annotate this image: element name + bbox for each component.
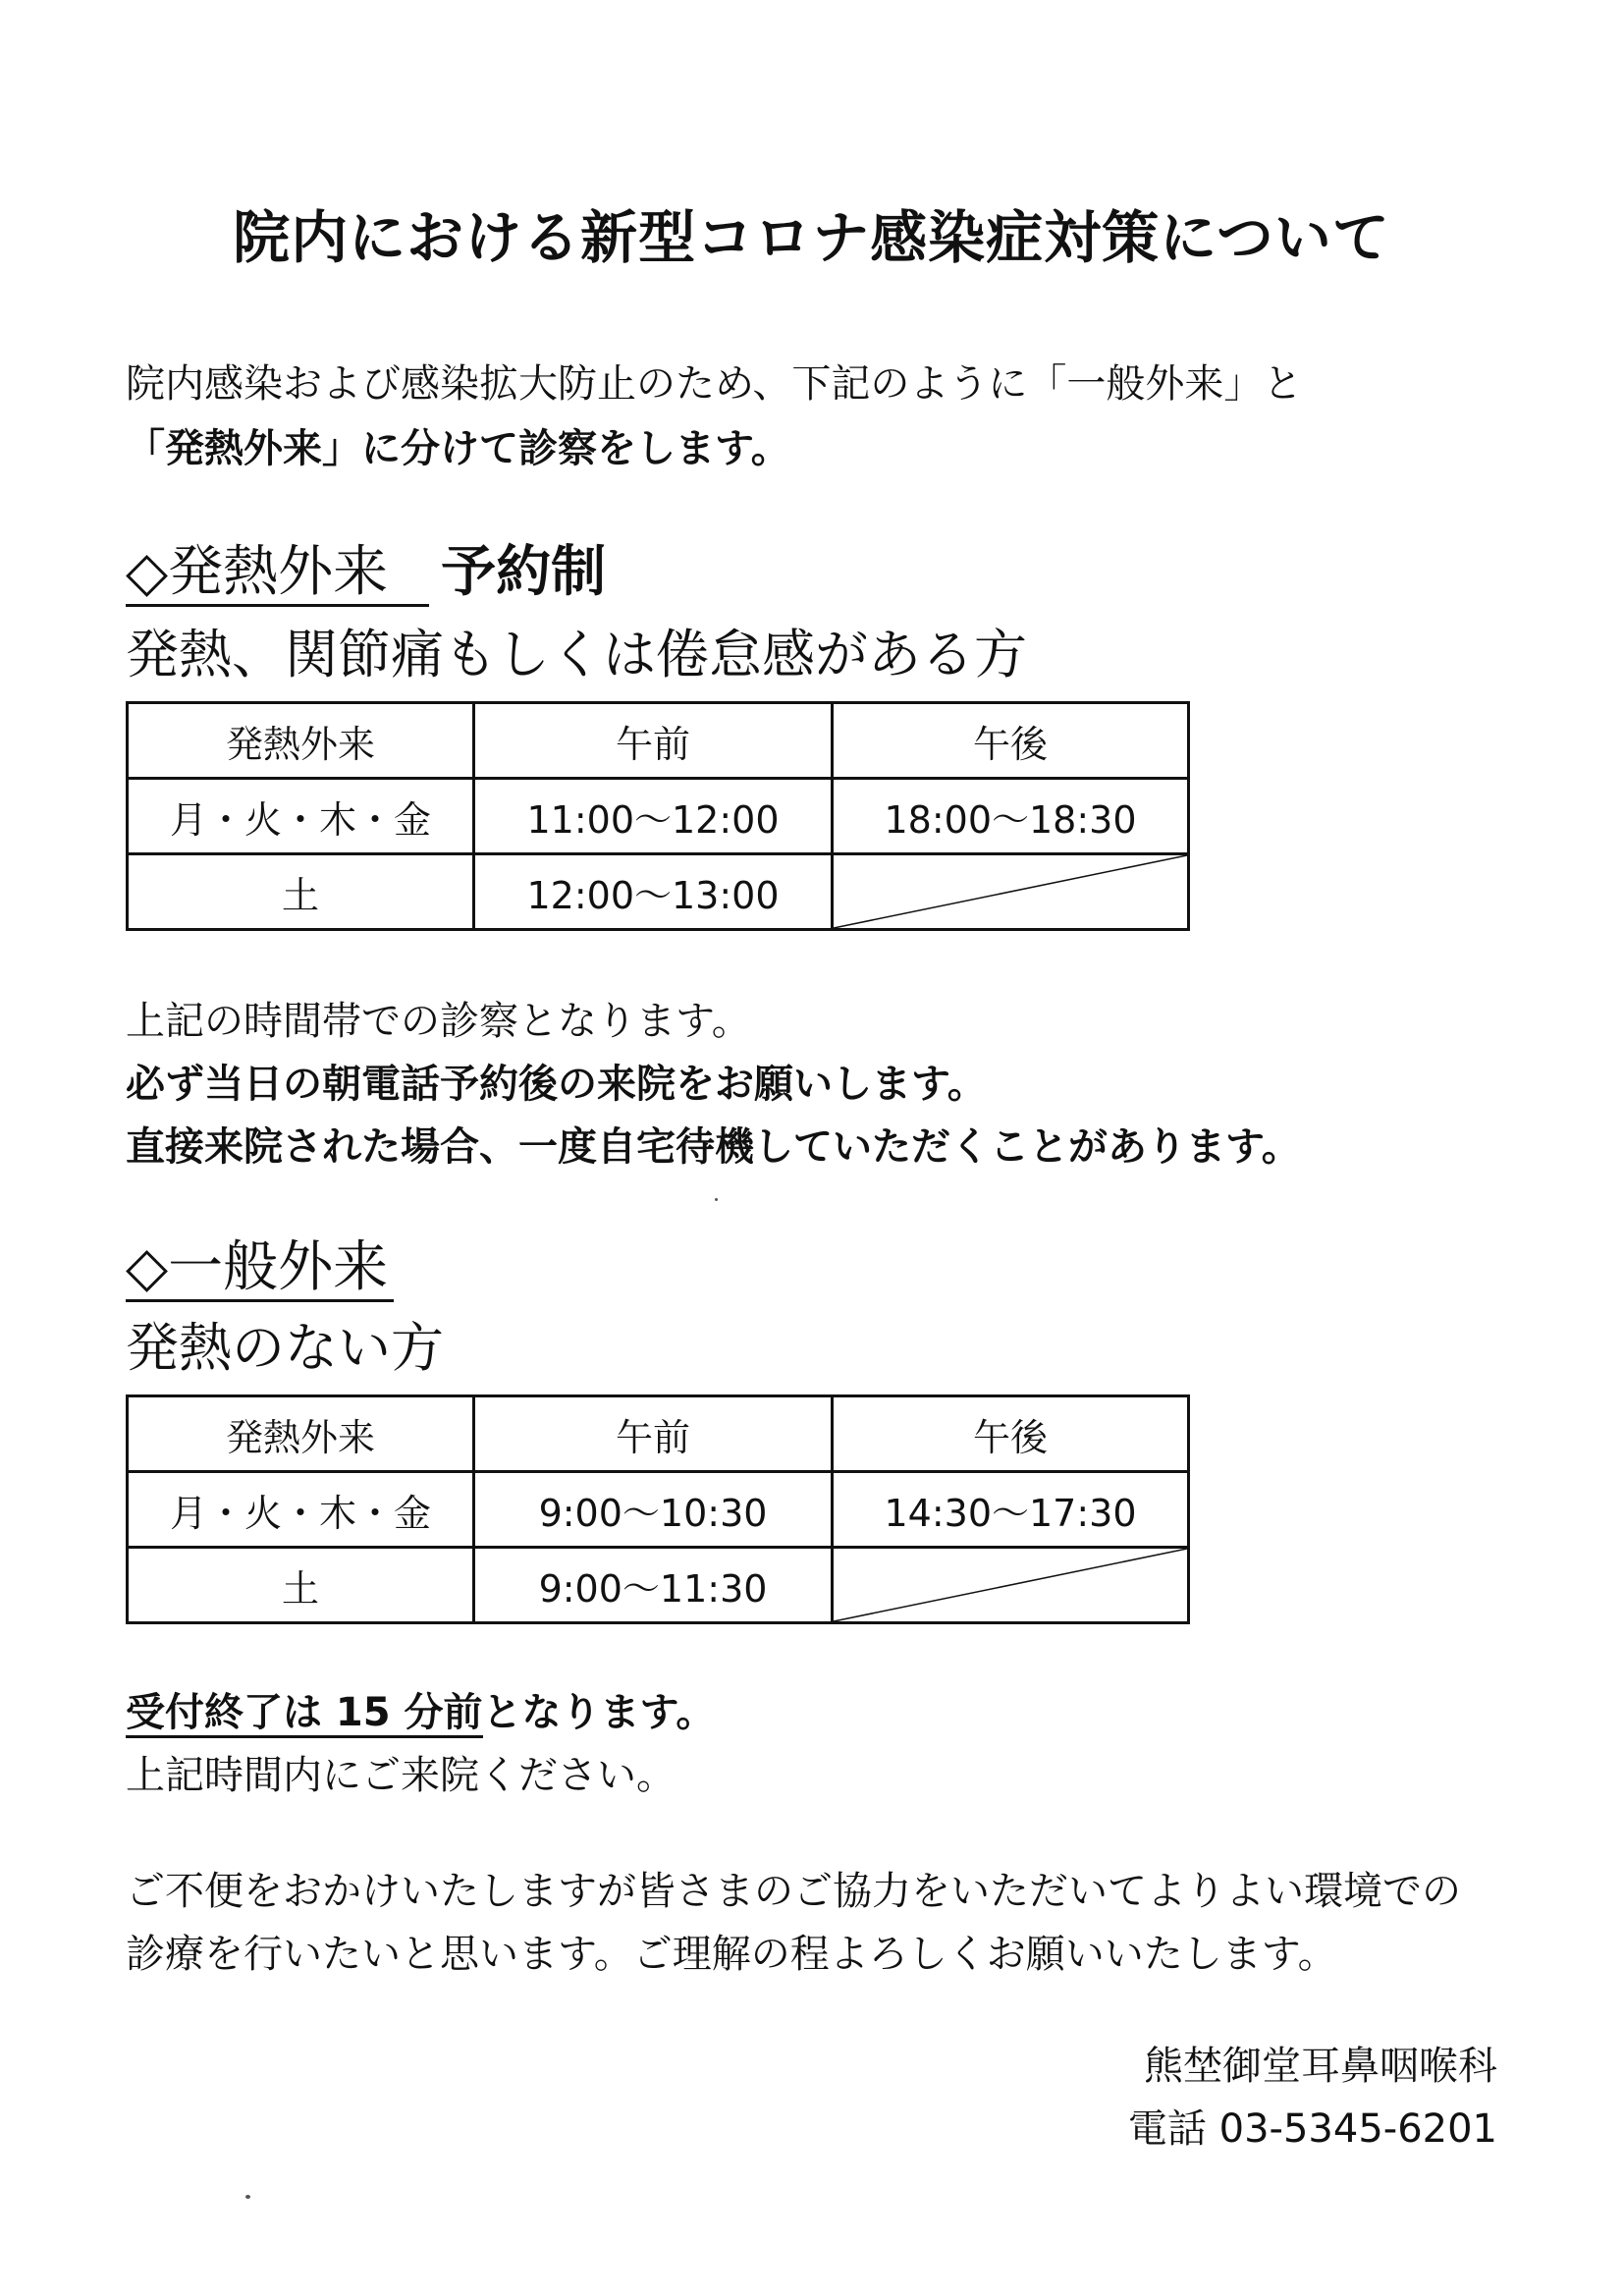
- am-cell: 9:00〜11:30: [474, 1548, 833, 1623]
- day-cell: 土: [128, 1548, 474, 1623]
- intro-line-1: 院内感染および感染拡大防止のため、下記のように「一般外来」と: [126, 361, 1303, 407]
- table-header-row: [128, 703, 1189, 779]
- general-heading-label: ◇一般外来: [126, 1235, 394, 1302]
- closing-text: [126, 1860, 1461, 1986]
- fever-section-heading: [126, 538, 606, 607]
- reception-note: [126, 1681, 715, 1744]
- pm-cell: 14:30〜17:30: [833, 1472, 1189, 1548]
- table-row: [128, 1472, 1189, 1548]
- fever-notes: [126, 990, 1301, 1178]
- page-title: 院内における新型コロナ感染症対策について: [233, 204, 1390, 271]
- fever-section-subtitle: 発熱、関節痛もしくは倦怠感がある方: [126, 624, 1027, 685]
- closing-line-2: 診療を行いたいと思います。ご理解の程よろしくお願いいたします。: [126, 1932, 1337, 1977]
- note-line: 直接来院された場合、一度自宅待機していただくことがあります。: [126, 1124, 1301, 1170]
- empty-cell: [833, 854, 1189, 930]
- general-section-heading: [126, 1233, 394, 1302]
- clinic-info: [1128, 2035, 1497, 2160]
- header-cell: 発熱外来: [128, 703, 474, 779]
- general-notes: [126, 1681, 715, 1807]
- reception-deadline: 受付終了は 15 分前: [126, 1690, 483, 1738]
- day-cell: 土: [128, 854, 474, 930]
- fever-schedule-table: [126, 701, 1190, 931]
- scan-speck: [245, 2195, 250, 2199]
- diagonal-slash: [834, 1549, 1187, 1621]
- diagonal-slash: [834, 855, 1187, 928]
- header-cell: 午後: [833, 703, 1189, 779]
- note-line: 必ず当日の朝電話予約後の来院をお願いします。: [126, 1062, 987, 1107]
- note-line: 上記時間内にご来院ください。: [126, 1753, 676, 1798]
- clinic-phone: 電話 03-5345-6201: [1127, 2106, 1497, 2152]
- fever-heading-label: ◇発熱外来: [126, 540, 429, 607]
- reception-rest: となります。: [482, 1690, 716, 1735]
- header-cell: 午後: [833, 1396, 1189, 1472]
- day-cell: 月・火・木・金: [128, 1472, 474, 1548]
- empty-cell: [833, 1548, 1189, 1623]
- table-row: [128, 854, 1189, 930]
- general-section-subtitle: 発熱のない方: [126, 1317, 444, 1379]
- header-cell: 午前: [474, 703, 833, 779]
- intro-text: [126, 352, 1302, 481]
- table-row: [128, 779, 1189, 854]
- general-schedule-table: [126, 1394, 1190, 1624]
- table-header-row: [128, 1396, 1189, 1472]
- header-cell: 発熱外来: [128, 1396, 474, 1472]
- closing-line-1: ご不便をおかけいたしますが皆さまのご協力をいただいてよりよい環境での: [126, 1869, 1461, 1914]
- table-row: [128, 1548, 1189, 1623]
- day-cell: 月・火・木・金: [128, 779, 474, 854]
- reservation-label: 予約制: [441, 540, 607, 604]
- am-cell: 11:00〜12:00: [474, 779, 833, 854]
- note-line: 上記の時間帯での診察となります。: [126, 999, 751, 1044]
- pm-cell: 18:00〜18:30: [833, 779, 1189, 854]
- scan-speck: [715, 1198, 718, 1201]
- am-cell: 12:00〜13:00: [474, 854, 833, 930]
- am-cell: 9:00〜10:30: [474, 1472, 833, 1548]
- clinic-name: 熊埜御堂耳鼻咽喉科: [1144, 2044, 1497, 2089]
- header-cell: 午前: [474, 1396, 833, 1472]
- intro-line-2: 「発熱外来」に分けて診察をします。: [126, 426, 790, 471]
